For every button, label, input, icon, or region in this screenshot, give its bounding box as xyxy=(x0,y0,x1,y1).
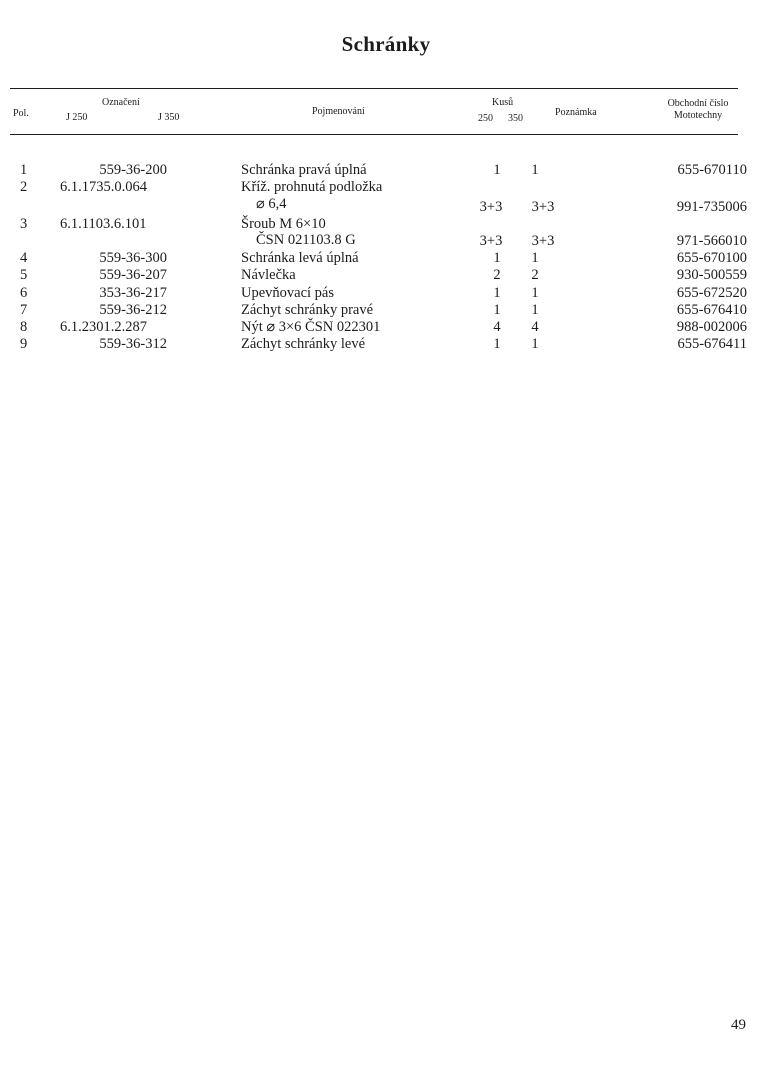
row-8-code: 6.1.2301.2.287 xyxy=(60,319,147,335)
row-6-qty-250: 1 xyxy=(493,285,501,301)
page-number: 49 xyxy=(731,1017,746,1033)
row-2-name-cont: ⌀ 6,4 xyxy=(256,196,287,212)
row-1-qty-350: 1 xyxy=(531,162,539,178)
row-1-name: Schránka pravá úplná xyxy=(241,162,367,178)
header-p250: 250 xyxy=(478,113,493,124)
row-9-pos: 9 xyxy=(20,336,28,352)
row-9-code: 559-36-312 xyxy=(99,336,167,352)
header-name: Pojmenování xyxy=(312,106,365,117)
row-5-qty-250: 2 xyxy=(493,267,501,283)
row-1-trade-number: 655-670110 xyxy=(677,162,747,178)
row-3-pos: 3 xyxy=(20,216,28,232)
row-8-pos: 8 xyxy=(20,319,28,335)
header-trade-number: Obchodní číslo xyxy=(667,98,729,109)
header-p350: 350 xyxy=(508,113,523,124)
row-9-qty-350: 1 xyxy=(531,336,539,352)
row-3-code: 6.1.1103.6.101 xyxy=(60,216,147,232)
row-9-qty-250: 1 xyxy=(493,336,501,352)
row-5-code: 559-36-207 xyxy=(99,267,167,283)
row-4-trade-number: 655-670100 xyxy=(676,250,747,266)
row-8-name: Nýt ⌀ 3×6 ČSN 022301 xyxy=(241,319,381,335)
row-2-trade-number: 991-735006 xyxy=(676,199,747,215)
row-7-name: Záchyt schránky pravé xyxy=(241,302,374,318)
row-4-pos: 4 xyxy=(20,250,28,266)
row-2-code: 6.1.1735.0.064 xyxy=(60,179,147,195)
header-designation: Označení xyxy=(102,97,140,108)
row-4-qty-350: 1 xyxy=(531,250,539,266)
row-3-qty-350: 3+3 xyxy=(531,233,555,249)
row-6-qty-350: 1 xyxy=(531,285,539,301)
row-1-qty-250: 1 xyxy=(493,162,501,178)
header-j350: J 350 xyxy=(158,112,180,123)
row-7-qty-250: 1 xyxy=(493,302,501,318)
row-8-qty-350: 4 xyxy=(531,319,539,335)
row-2-qty-250: 3+3 xyxy=(479,199,503,215)
row-5-name: Návlečka xyxy=(241,267,296,283)
row-6-name: Upevňovací pás xyxy=(241,285,335,301)
row-6-trade-number: 655-672520 xyxy=(676,285,747,301)
row-8-trade-number: 988-002006 xyxy=(676,319,747,335)
header-trade-number-sub: Mototechny xyxy=(673,110,723,121)
header-note: Poznámka xyxy=(555,107,597,118)
row-9-trade-number: 655-676411 xyxy=(677,336,747,352)
row-7-qty-350: 1 xyxy=(531,302,539,318)
row-7-pos: 7 xyxy=(20,302,28,318)
row-5-qty-350: 2 xyxy=(531,267,539,283)
row-4-qty-250: 1 xyxy=(493,250,501,266)
row-4-name: Schránka levá úplná xyxy=(241,250,359,266)
header-j250: J 250 xyxy=(66,112,88,123)
row-5-trade-number: 930-500559 xyxy=(676,267,747,283)
row-8-qty-250: 4 xyxy=(493,319,501,335)
row-3-trade-number: 971-566010 xyxy=(676,233,747,249)
row-6-code: 353-36-217 xyxy=(99,285,167,301)
row-2-qty-350: 3+3 xyxy=(531,199,555,215)
row-7-code: 559-36-212 xyxy=(99,302,167,318)
row-1-code: 559-36-200 xyxy=(99,162,167,178)
row-7-trade-number: 655-676410 xyxy=(676,302,747,318)
row-3-name-cont: ČSN 021103.8 G xyxy=(256,232,356,248)
row-3-name: Šroub M 6×10 xyxy=(241,216,326,232)
row-9-name: Záchyt schránky levé xyxy=(241,336,366,352)
row-6-pos: 6 xyxy=(20,285,28,301)
row-4-code: 559-36-300 xyxy=(99,250,167,266)
header-pos: Pol. xyxy=(13,108,29,119)
row-3-qty-250: 3+3 xyxy=(479,233,503,249)
row-2-name: Kříž. prohnutá podložka xyxy=(241,179,383,195)
row-2-pos: 2 xyxy=(20,179,28,195)
page-title: Schránky xyxy=(341,32,431,56)
row-5-pos: 5 xyxy=(20,267,28,283)
header-pieces: Kusů xyxy=(492,97,514,108)
parts-table xyxy=(0,0,772,400)
row-1-pos: 1 xyxy=(20,162,28,178)
